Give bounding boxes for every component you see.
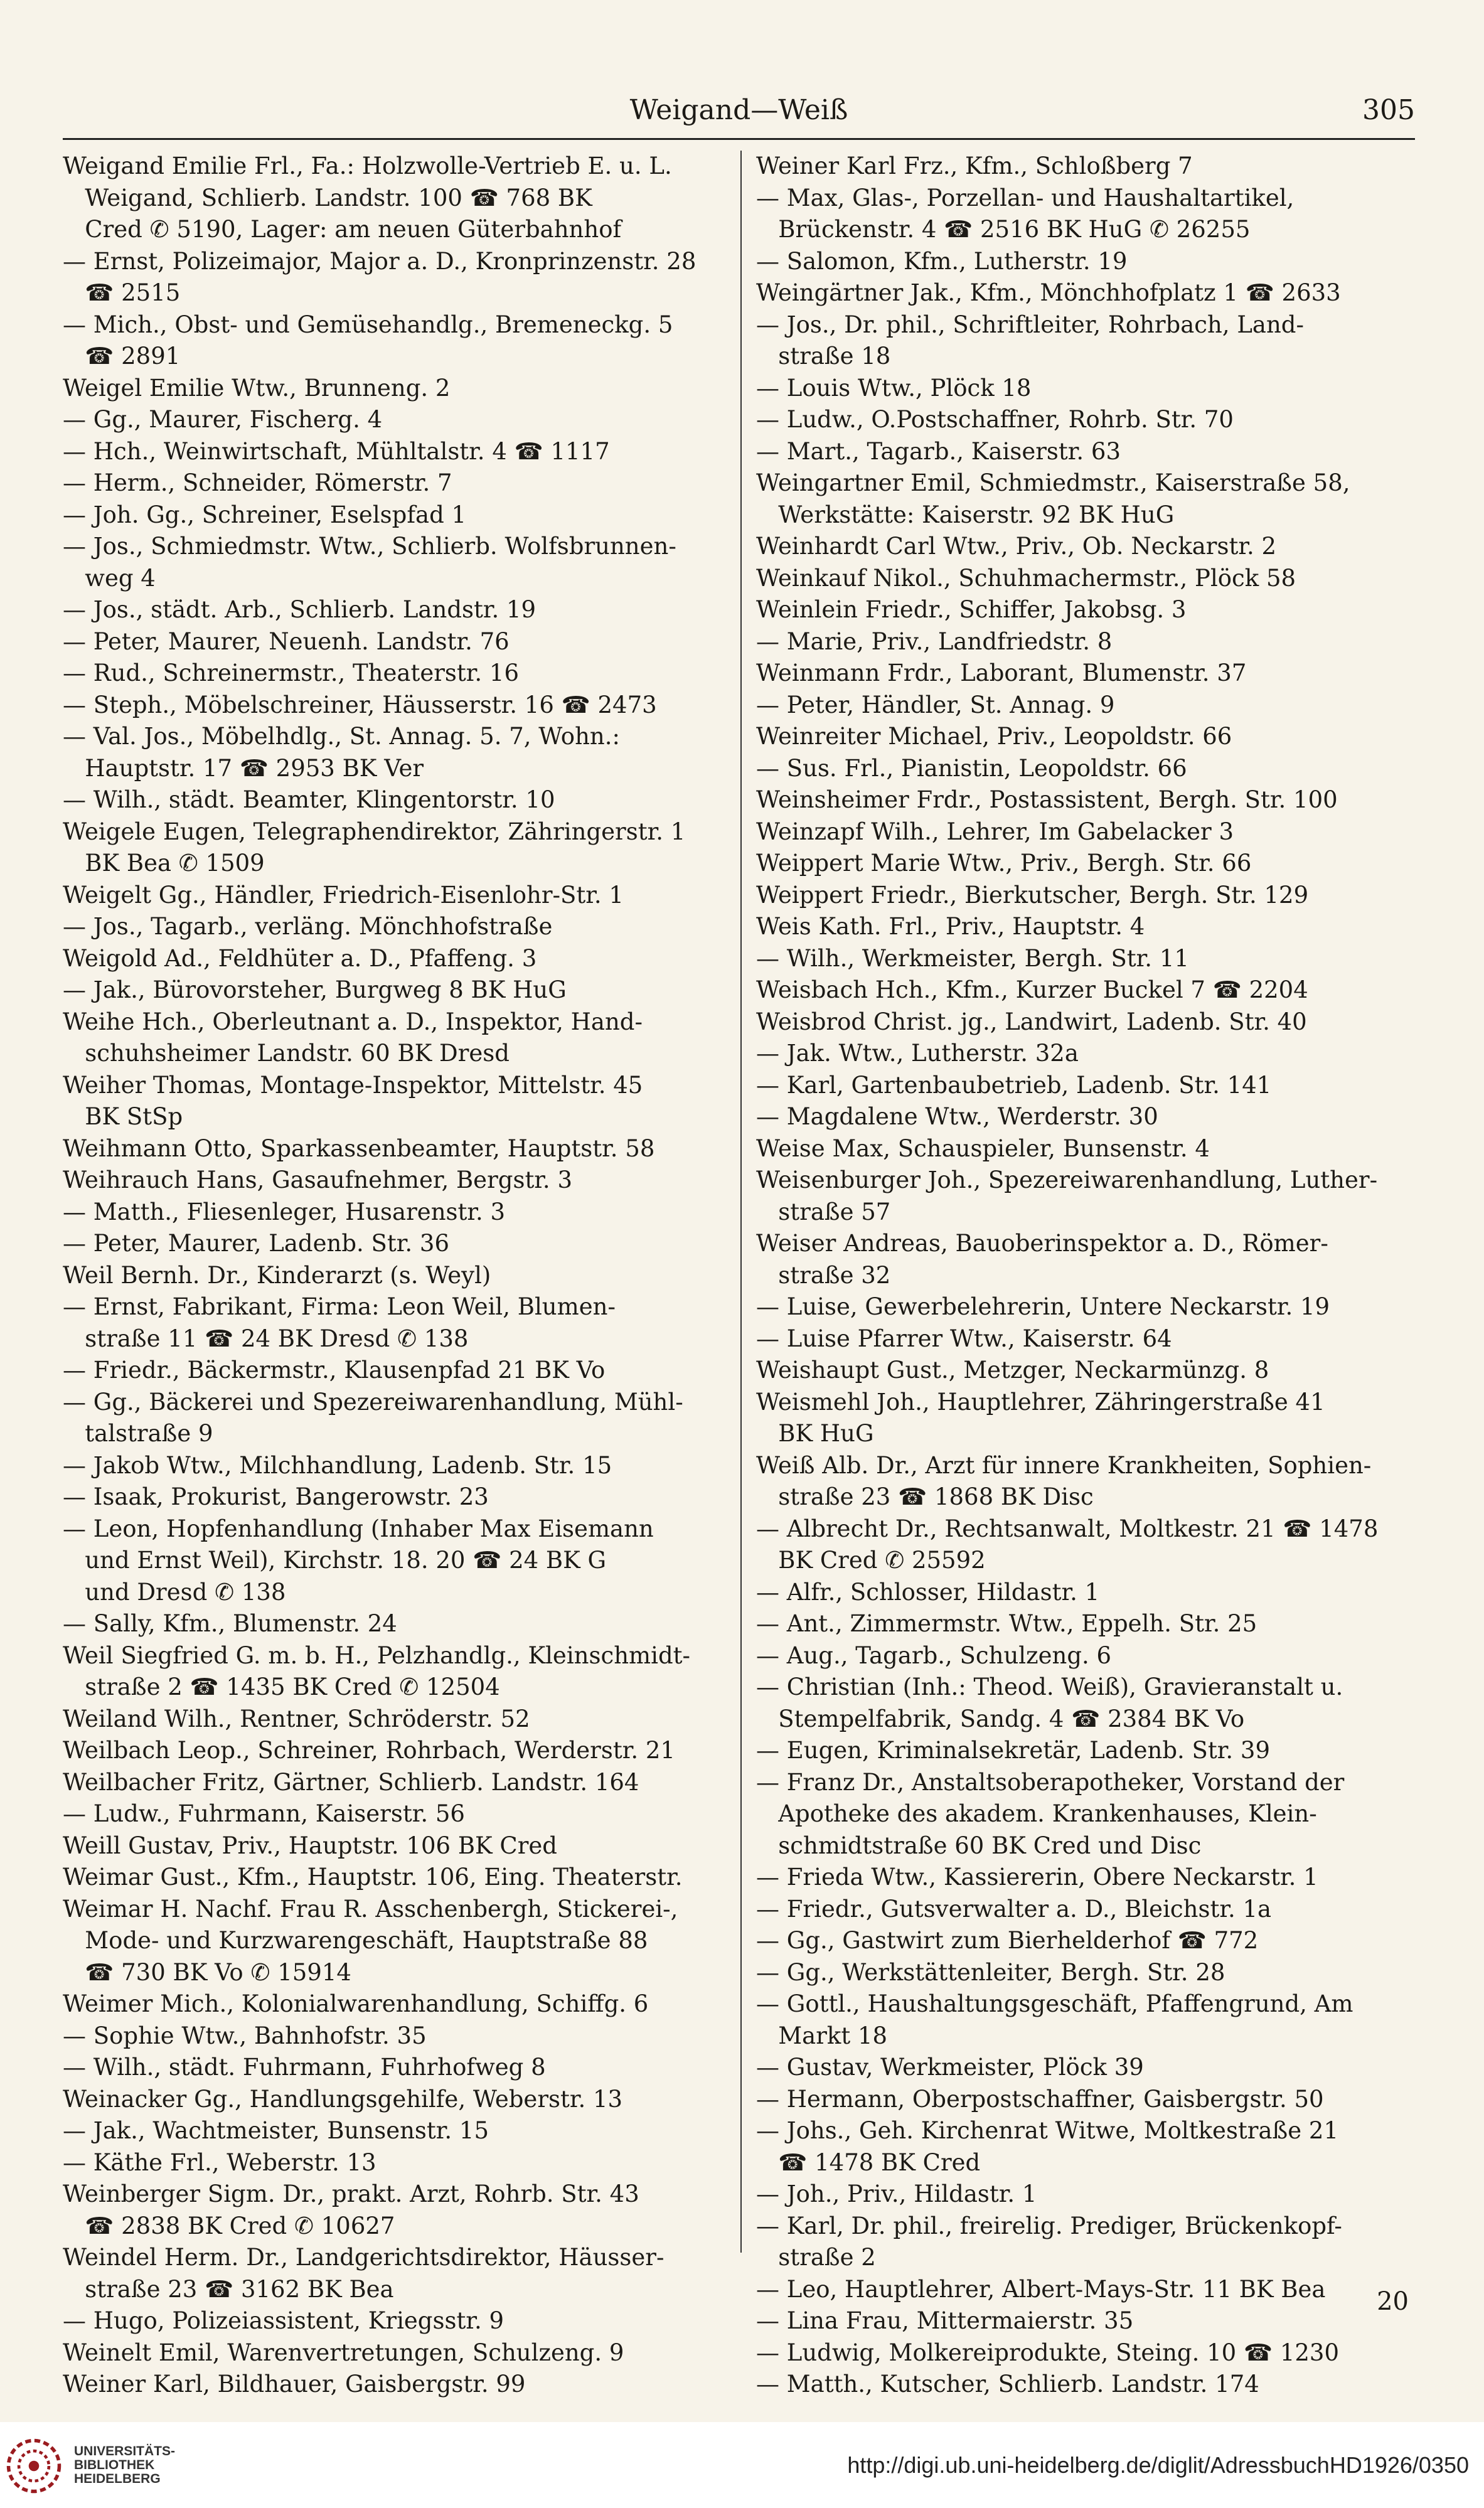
directory-entry: BK HuG — [756, 1420, 874, 1447]
directory-entry: — Gg., Werkstättenleiter, Bergh. Str. 28 — [756, 1958, 1225, 1986]
directory-entry: Weisenburger Joh., Spezereiwarenhandlung, Luther- — [756, 1166, 1378, 1193]
directory-entry: Weindel Herm. Dr., Landgerichtsdirektor, Häusser- — [63, 2244, 665, 2271]
directory-entry: — Gg., Maurer, Fischerg. 4 — [63, 406, 383, 433]
directory-entry: Weippert Marie Wtw., Priv., Bergh. Str. 66 — [756, 850, 1252, 877]
directory-entry: Werkstätte: Kaiserstr. 92 BK HuG — [756, 501, 1175, 528]
directory-entry: Weiß Alb. Dr., Arzt für innere Krankheiten, Sophien- — [756, 1451, 1372, 1479]
directory-entry: — Luise Pfarrer Wtw., Kaiserstr. 64 — [756, 1325, 1172, 1352]
library-line-3: HEIDELBERG — [74, 2472, 161, 2486]
library-line-2: BIBLIOTHEK — [74, 2458, 155, 2472]
directory-entry: Weimer Mich., Kolonialwarenhandlung, Schiffg. 6 — [63, 1990, 649, 2017]
directory-entry: ☎ 2515 — [63, 279, 181, 306]
directory-entry: BK Bea ✆ 1509 — [63, 850, 265, 877]
directory-entry: — Eugen, Kriminalsekretär, Ladenb. Str. 39 — [756, 1737, 1270, 1764]
directory-entry: — Wilh., städt. Beamter, Klingentorstr. 10 — [63, 786, 555, 813]
directory-entry: Brückenstr. 4 ☎ 2516 BK HuG ✆ 26255 — [756, 216, 1251, 243]
directory-entry: — Hugo, Polizeiassistent, Kriegsstr. 9 — [63, 2307, 504, 2334]
directory-entry: Hauptstr. 17 ☎ 2953 BK Ver — [63, 754, 424, 782]
directory-entry: Mode- und Kurzwarengeschäft, Hauptstraße 88 — [63, 1927, 648, 1954]
library-line-1: UNIVERSITÄTS- — [74, 2444, 176, 2458]
directory-entry: Weigele Eugen, Telegraphendirektor, Zähringerstr. 1 — [63, 818, 686, 845]
left-column — [63, 151, 744, 2401]
directory-entry: — Ernst, Fabrikant, Firma: Leon Weil, Blumen- — [63, 1293, 616, 1320]
directory-entry: Apotheke des akadem. Krankenhauses, Klein- — [756, 1800, 1317, 1827]
directory-entry: — Herm., Schneider, Römerstr. 7 — [63, 469, 452, 496]
directory-entry: Weimar H. Nachf. Frau R. Asschenbergh, Stickerei-, — [63, 1895, 678, 1923]
directory-entry: Weiher Thomas, Montage-Inspektor, Mittelstr. 45 — [63, 1071, 643, 1099]
directory-entry: Weingärtner Jak., Kfm., Mönchhofplatz 1 ☎ 2633 — [756, 279, 1341, 306]
directory-entry: Weigold Ad., Feldhüter a. D., Pfaffeng. 3 — [63, 944, 537, 972]
directory-entry: Weinkauf Nikol., Schuhmachermstr., Plöck 58 — [756, 564, 1296, 592]
directory-entry: Weippert Friedr., Bierkutscher, Bergh. Str. 129 — [756, 881, 1309, 909]
directory-entry: schmidtstraße 60 BK Cred und Disc — [756, 1832, 1202, 1859]
library-logo-icon — [5, 2437, 63, 2495]
directory-entry: — Johs., Geh. Kirchenrat Witwe, Moltkestraße 21 — [756, 2117, 1338, 2144]
directory-entry: — Joh. Gg., Schreiner, Eselspfad 1 — [63, 501, 467, 528]
directory-entry: — Hermann, Oberpostschaffner, Gaisbergstr. 50 — [756, 2085, 1324, 2113]
page-number: 305 — [1362, 94, 1415, 126]
directory-entry: Weinzapf Wilh., Lehrer, Im Gabelacker 3 — [756, 818, 1234, 845]
directory-entry: Weigand Emilie Frl., Fa.: Holzwolle-Vertrieb E. u. L. — [63, 152, 672, 179]
directory-entry: straße 57 — [756, 1198, 891, 1225]
directory-entry: — Leo, Hauptlehrer, Albert-Mays-Str. 11 BK Bea — [756, 2275, 1326, 2303]
directory-entry: ☎ 1478 BK Cred — [756, 2148, 981, 2176]
directory-entry: straße 23 ☎ 3162 BK Bea — [63, 2275, 394, 2303]
directory-entry: — Ant., Zimmermstr. Wtw., Eppelh. Str. 25 — [756, 1610, 1257, 1637]
header-rule — [63, 138, 1415, 140]
directory-entry: Weingartner Emil, Schmiedmstr., Kaiserstraße 58, — [756, 469, 1350, 496]
directory-entry: Weiser Andreas, Bauoberinspektor a. D., Römer- — [756, 1230, 1328, 1257]
directory-entry: — Wilh., städt. Fuhrmann, Fuhrhofweg 8 — [63, 2054, 546, 2081]
viewer-footer — [0, 2422, 1484, 2508]
directory-entry: Weilbacher Fritz, Gärtner, Schlierb. Landstr. 164 — [63, 1768, 639, 1796]
directory-entry: straße 2 ☎ 1435 BK Cred ✆ 12504 — [63, 1673, 500, 1700]
directory-entry: — Karl, Dr. phil., freirelig. Prediger, Brückenkopf- — [756, 2212, 1342, 2239]
directory-entry: — Ludw., Fuhrmann, Kaiserstr. 56 — [63, 1800, 465, 1827]
directory-entry: — Gustav, Werkmeister, Plöck 39 — [756, 2054, 1144, 2081]
directory-entry: Weiner Karl Frz., Kfm., Schloßberg 7 — [756, 152, 1193, 179]
directory-entry: Weinlein Friedr., Schiffer, Jakobsg. 3 — [756, 596, 1187, 623]
library-name — [74, 2445, 175, 2486]
directory-entry: Weise Max, Schauspieler, Bunsenstr. 4 — [756, 1134, 1210, 1162]
directory-entry: — Leon, Hopfenhandlung (Inhaber Max Eisemann — [63, 1515, 654, 1542]
directory-entry: — Jos., städt. Arb., Schlierb. Landstr. 19 — [63, 596, 536, 623]
directory-entry: — Ludwig, Molkereiprodukte, Steing. 10 ☎ 1230 — [756, 2339, 1339, 2366]
directory-entry: — Friedr., Gutsverwalter a. D., Bleichstr. 1a — [756, 1895, 1272, 1923]
directory-entry: — Luise, Gewerbelehrerin, Untere Neckarstr. 19 — [756, 1293, 1330, 1320]
directory-entry: — Matth., Fliesenleger, Husarenstr. 3 — [63, 1198, 506, 1225]
directory-entry: — Lina Frau, Mittermaierstr. 35 — [756, 2307, 1134, 2334]
directory-entry: Weinreiter Michael, Priv., Leopoldstr. 66 — [756, 723, 1232, 750]
directory-entry: weg 4 — [63, 564, 156, 592]
directory-entry: straße 32 — [756, 1261, 891, 1289]
directory-entry: ☎ 2838 BK Cred ✆ 10627 — [63, 2212, 395, 2239]
directory-entry: — Steph., Möbelschreiner, Häusserstr. 16 ☎ 2473 — [63, 691, 657, 718]
directory-entry: ☎ 2891 — [63, 343, 181, 370]
directory-entry: schuhsheimer Landstr. 60 BK Dresd — [63, 1040, 510, 1067]
directory-entry: Weinmann Frdr., Laborant, Blumenstr. 37 — [756, 659, 1247, 686]
directory-entry: Weismehl Joh., Hauptlehrer, Zähringerstraße 41 — [756, 1388, 1325, 1416]
directory-entry: — Frieda Wtw., Kassiererin, Obere Neckarstr. 1 — [756, 1864, 1318, 1891]
directory-entry: — Jakob Wtw., Milchhandlung, Ladenb. Str. 15 — [63, 1451, 612, 1479]
directory-entry: Weigand, Schlierb. Landstr. 100 ☎ 768 BK — [63, 184, 592, 211]
directory-entry: Cred ✆ 5190, Lager: am neuen Güterbahnhof — [63, 216, 622, 243]
directory-entry: — Sally, Kfm., Blumenstr. 24 — [63, 1610, 397, 1637]
directory-entry: — Marie, Priv., Landfriedstr. 8 — [756, 627, 1113, 655]
directory-entry: Weiner Karl, Bildhauer, Gaisbergstr. 99 — [63, 2371, 526, 2398]
directory-entry: — Wilh., Werkmeister, Bergh. Str. 11 — [756, 944, 1189, 972]
right-column — [756, 151, 1437, 2401]
directory-entry: — Mart., Tagarb., Kaiserstr. 63 — [756, 437, 1121, 465]
directory-entry: Weil Bernh. Dr., Kinderarzt (s. Weyl) — [63, 1261, 491, 1289]
directory-entry: — Joh., Priv., Hildastr. 1 — [756, 2180, 1037, 2207]
directory-entry: — Ludw., O.Postschaffner, Rohrb. Str. 70 — [756, 406, 1234, 433]
directory-entry: Weimar Gust., Kfm., Hauptstr. 106, Eing. Theaterstr. — [63, 1864, 683, 1891]
directory-entry: straße 2 — [756, 2244, 876, 2271]
directory-entry: — Franz Dr., Anstaltsoberapotheker, Vorstand der — [756, 1768, 1345, 1796]
directory-entry: straße 18 — [756, 343, 891, 370]
directory-entry: Weis Kath. Frl., Priv., Hauptstr. 4 — [756, 913, 1145, 940]
directory-entry: — Alfr., Schlosser, Hildastr. 1 — [756, 1578, 1100, 1606]
directory-entry: Weigel Emilie Wtw., Brunneng. 2 — [63, 374, 451, 402]
directory-entry: — Jak., Wachtmeister, Bunsenstr. 15 — [63, 2117, 489, 2144]
directory-entry: Weinhardt Carl Wtw., Priv., Ob. Neckarstr. 2 — [756, 533, 1277, 560]
directory-entry: — Aug., Tagarb., Schulzeng. 6 — [756, 1641, 1112, 1669]
directory-entry: — Ernst, Polizeimajor, Major a. D., Kronprinzenstr. 28 — [63, 247, 697, 275]
directory-entry: — Gg., Gastwirt zum Bierhelderhof ☎ 772 — [756, 1927, 1259, 1954]
directory-entry: — Christian (Inh.: Theod. Weiß), Gravieranstalt u. — [756, 1673, 1343, 1700]
directory-entry: — Peter, Maurer, Neuenh. Landstr. 76 — [63, 627, 510, 655]
page-title: Weigand—Weiß — [629, 94, 848, 126]
directory-entry: — Hch., Weinwirtschaft, Mühltalstr. 4 ☎ 1117 — [63, 437, 610, 465]
directory-entry: — Isaak, Prokurist, Bangerowstr. 23 — [63, 1483, 489, 1510]
directory-entry: Weisbrod Christ. jg., Landwirt, Ladenb. Str. 40 — [756, 1008, 1307, 1035]
directory-entry: — Jak., Bürovorsteher, Burgweg 8 BK HuG — [63, 976, 567, 1003]
directory-entry: Weigelt Gg., Händler, Friedrich-Eisenlohr-Str. 1 — [63, 881, 624, 909]
directory-entry: — Jos., Tagarb., verläng. Mönchhofstraße — [63, 913, 553, 940]
source-url-link[interactable]: http://digi.ub.uni-heidelberg.de/diglit/AdressbuchHD1926/0350 — [847, 2452, 1469, 2478]
directory-entry: — Peter, Maurer, Ladenb. Str. 36 — [63, 1230, 449, 1257]
page-header — [63, 94, 1415, 138]
directory-entry: straße 23 ☎ 1868 BK Disc — [756, 1483, 1094, 1510]
directory-entry: Weilbach Leop., Schreiner, Rohrbach, Werderstr. 21 — [63, 1737, 675, 1764]
directory-entry: — Val. Jos., Möbelhdlg., St. Annag. 5. 7, Wohn.: — [63, 723, 620, 750]
directory-entry: — Friedr., Bäckermstr., Klausenpfad 21 BK Vo — [63, 1357, 606, 1384]
directory-entry: BK Cred ✆ 25592 — [756, 1547, 986, 1574]
directory-entry: talstraße 9 — [63, 1420, 213, 1447]
directory-entry: Weiland Wilh., Rentner, Schröderstr. 52 — [63, 1705, 530, 1732]
directory-entry: Weihmann Otto, Sparkassenbeamter, Hauptstr. 58 — [63, 1134, 655, 1162]
directory-entry: Weinacker Gg., Handlungsgehilfe, Weberstr. 13 — [63, 2085, 623, 2113]
directory-entry: und Dresd ✆ 138 — [63, 1578, 286, 1606]
directory-entry: — Karl, Gartenbaubetrieb, Ladenb. Str. 141 — [756, 1071, 1272, 1099]
directory-entry: ☎ 730 BK Vo ✆ 15914 — [63, 1958, 351, 1986]
directory-entry: — Käthe Frl., Weberstr. 13 — [63, 2148, 376, 2176]
directory-entry: — Jos., Schmiedmstr. Wtw., Schlierb. Wolfsbrunnen- — [63, 533, 676, 560]
directory-entry: — Rud., Schreinermstr., Theaterstr. 16 — [63, 659, 519, 686]
sheet-number: 20 — [1377, 2287, 1409, 2316]
directory-entry: Weil Siegfried G. m. b. H., Pelzhandlg., Kleinschmidt- — [63, 1641, 690, 1669]
directory-entry: — Sus. Frl., Pianistin, Leopoldstr. 66 — [756, 754, 1187, 782]
directory-entry: BK StSp — [63, 1103, 183, 1130]
directory-entry: Stempelfabrik, Sandg. 4 ☎ 2384 BK Vo — [756, 1705, 1245, 1732]
directory-entry: Weishaupt Gust., Metzger, Neckarmünzg. 8 — [756, 1357, 1269, 1384]
directory-entry: — Max, Glas-, Porzellan- und Haushaltartikel, — [756, 184, 1294, 211]
column-divider — [740, 151, 742, 2253]
directory-entry: Weihrauch Hans, Gasaufnehmer, Bergstr. 3 — [63, 1166, 572, 1193]
directory-entry: — Louis Wtw., Plöck 18 — [756, 374, 1032, 402]
directory-entry: — Jos., Dr. phil., Schriftleiter, Rohrbach, Land- — [756, 311, 1304, 338]
directory-entry: — Magdalene Wtw., Werderstr. 30 — [756, 1103, 1158, 1130]
directory-entry: Markt 18 — [756, 2022, 888, 2049]
directory-entry: — Gg., Bäckerei und Spezereiwarenhandlung, Mühl- — [63, 1388, 683, 1416]
directory-entry: — Salomon, Kfm., Lutherstr. 19 — [756, 247, 1128, 275]
directory-entry: — Jak. Wtw., Lutherstr. 32a — [756, 1040, 1079, 1067]
directory-entry: — Gottl., Haushaltungsgeschäft, Pfaffengrund, Am — [756, 1990, 1353, 2017]
directory-entry: Weisbach Hch., Kfm., Kurzer Buckel 7 ☎ 2204 — [756, 976, 1308, 1003]
directory-entry: — Matth., Kutscher, Schlierb. Landstr. 174 — [756, 2371, 1259, 2398]
directory-entry: Weill Gustav, Priv., Hauptstr. 106 BK Cred — [63, 1832, 557, 1859]
directory-entry: Weinberger Sigm. Dr., prakt. Arzt, Rohrb. Str. 43 — [63, 2180, 639, 2207]
directory-entry: Weinsheimer Frdr., Postassistent, Bergh. Str. 100 — [756, 786, 1338, 813]
directory-entry: — Albrecht Dr., Rechtsanwalt, Moltkestr. 21 ☎ 1478 — [756, 1515, 1379, 1542]
directory-entry: Weihe Hch., Oberleutnant a. D., Inspektor, Hand- — [63, 1008, 643, 1035]
directory-entry: — Mich., Obst- und Gemüsehandlg., Bremeneckg. 5 — [63, 311, 673, 338]
directory-entry: — Peter, Händler, St. Annag. 9 — [756, 691, 1115, 718]
directory-entry: und Ernst Weil), Kirchstr. 18. 20 ☎ 24 BK G — [63, 1547, 607, 1574]
directory-entry: Weinelt Emil, Warenvertretungen, Schulzeng. 9 — [63, 2339, 624, 2366]
directory-entry: — Sophie Wtw., Bahnhofstr. 35 — [63, 2022, 427, 2049]
directory-entry: straße 11 ☎ 24 BK Dresd ✆ 138 — [63, 1325, 469, 1352]
